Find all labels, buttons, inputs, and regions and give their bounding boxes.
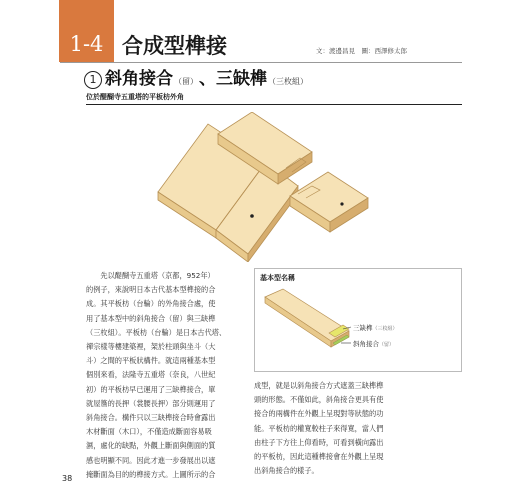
sidebar-title: 基本型名稱 — [260, 274, 295, 282]
sidebar-box — [254, 268, 462, 372]
page-number: 38 — [62, 474, 73, 483]
text-line: 個別來看，法隆寺五重塔（奈良，八世紀 — [86, 370, 216, 380]
text-line: 禪宗樣等樓建築裡，架於柱頭與坐斗（大 — [86, 342, 216, 352]
text-line: 木材斷面（木口），不僅造成斷面容易吸 — [86, 427, 212, 437]
text-line: （三枚組）。平板枋（台輪）是日本古代塔、 — [86, 327, 227, 337]
text-line: 的平板枋，因此這種榫接會在外觀上呈現 — [254, 452, 384, 462]
text-line: 先以醍醐寺五重塔（京都，952年） — [86, 271, 215, 280]
text-line: 感也明顯不同。因此才進一步發展出以遮 — [86, 455, 216, 465]
label-tome: 斜角接合（留） — [353, 340, 395, 348]
joint-illustration — [140, 112, 440, 262]
subheading-title-a: 斜角接合 — [105, 69, 173, 89]
exploded-piece-short — [290, 172, 368, 232]
body-text-left — [86, 269, 246, 482]
section-number-badge: 1-4 — [59, 0, 114, 62]
text-line: 的例子，來說明日本古代基本型榫接的合 — [86, 285, 216, 295]
text-line: 出斜角接合的樣子。 — [254, 466, 319, 476]
circled-number: 1 — [84, 71, 102, 89]
caption-rule — [86, 104, 462, 105]
text-line: 用了基本型中的斜角接合（留）與三缺榫 — [86, 313, 216, 323]
text-line: 成型，就是以斜角接合方式遮蓋三缺榫榫 — [254, 381, 384, 390]
body-text-right — [254, 379, 462, 478]
subheading-title-b: 三缺榫 — [216, 69, 267, 89]
text-line: 能。平板枋的權寬較柱子來得寬，當人們 — [254, 423, 384, 433]
section-title: 合成型榫接 — [122, 34, 227, 58]
subheading — [84, 64, 309, 90]
text-line: 初）的平板枋早已運用了三缺榫接合，單 — [86, 384, 216, 394]
text-line: 斜角接合。構件只以三缺榫接合時會露出 — [86, 413, 216, 423]
text-line: 濕，處化的缺點，外觀上斷面與側面的質 — [86, 441, 216, 451]
pin-dot — [250, 214, 254, 218]
header-rule — [60, 62, 462, 63]
figure-caption: 位於醍醐寺五重塔的平板枋外角 — [86, 93, 184, 101]
pin-dot-2 — [340, 202, 343, 205]
text-line: 就屋簷的長押（裳腰長押）部分則運用了 — [86, 398, 216, 408]
label-sanmai: 三缺榫（三枚組） — [353, 324, 398, 332]
text-line: 接合的兩構件在外觀上呈現對等狀態的功 — [254, 409, 384, 419]
subheading-separator: 、 — [199, 69, 216, 89]
subheading-note-a: （留） — [174, 77, 198, 86]
text-line: 成。其平板枋（台輪）的外角接合處，使 — [86, 299, 216, 309]
text-line: 掩斷面為目的的榫接方式。上圖所示的合 — [86, 469, 216, 479]
subheading-note-b: （三枚組） — [268, 77, 308, 86]
text-line: 斗）之間的平板狀構件。就這兩種基本型 — [86, 356, 216, 366]
text-line: 由柱子下方往上仰看時，可看到橫向露出 — [254, 437, 384, 447]
text-line: 頭的形態。不僅如此，斜角接合更具有使 — [254, 395, 384, 405]
sidebar-diagram — [255, 269, 461, 371]
credits: 文：渡邊昌見 圖：西澤修太郎 — [316, 47, 407, 55]
